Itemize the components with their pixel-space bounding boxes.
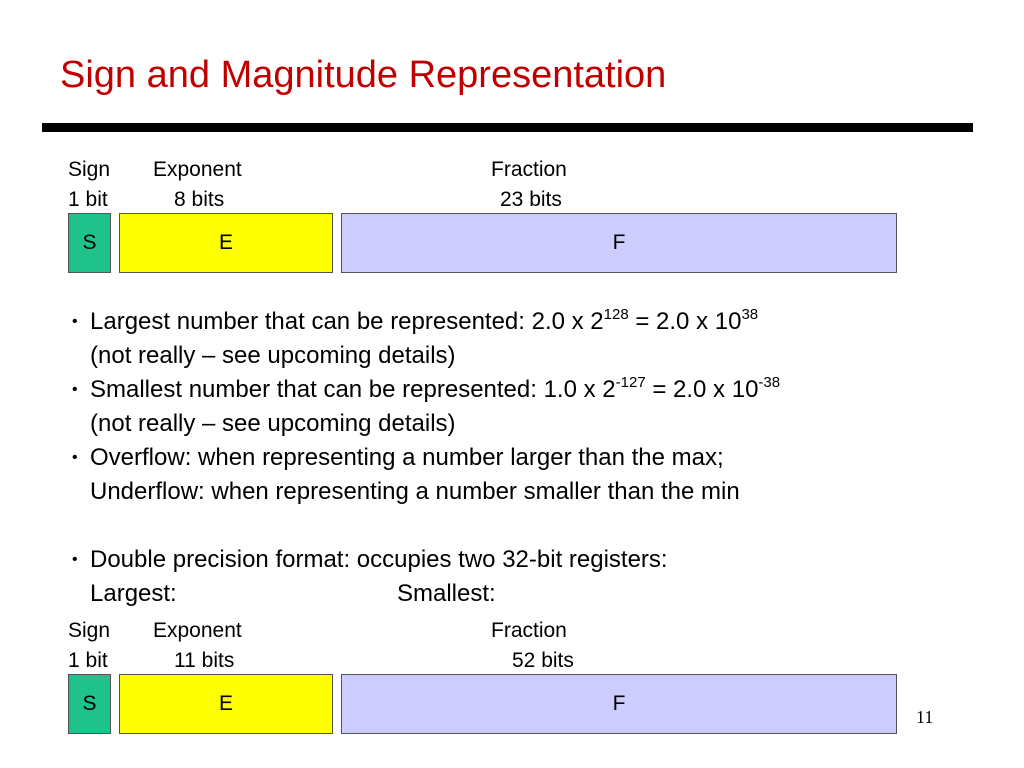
single-exponent-bits: 8 bits bbox=[174, 188, 225, 211]
bullet-dot: • bbox=[72, 381, 78, 398]
single-fraction-label: Fraction bbox=[491, 158, 567, 181]
smallest-exp-binary: -127 bbox=[615, 374, 646, 391]
smallest-note: (not really – see upcoming details) bbox=[90, 410, 456, 437]
bullet-dot: • bbox=[72, 313, 78, 330]
single-fraction-bits: 23 bits bbox=[500, 188, 562, 211]
bullet-dot: • bbox=[72, 551, 78, 568]
single-sign-field bbox=[68, 213, 111, 273]
double-sign-letter: S bbox=[82, 692, 97, 715]
double-sign-label: Sign bbox=[68, 619, 111, 642]
page-number: 11 bbox=[916, 707, 934, 727]
largest-note: (not really – see upcoming details) bbox=[90, 342, 456, 369]
smallest-exp-decimal: -38 bbox=[758, 374, 781, 391]
double-fraction-field bbox=[341, 674, 897, 734]
bullet-overflow bbox=[72, 441, 972, 475]
slide-title: Sign and Magnitude Representation bbox=[60, 54, 667, 96]
largest-text: Largest number that can be represented: 2.0 x 2 bbox=[90, 308, 604, 335]
bullet-dot: • bbox=[72, 449, 78, 466]
bullet-largest bbox=[72, 305, 972, 339]
smallest-mid: = 2.0 x 10 bbox=[645, 376, 759, 403]
bullet-double bbox=[72, 543, 972, 577]
double-exponent-bits: 11 bits bbox=[174, 649, 235, 672]
double-exponent-field bbox=[119, 674, 333, 734]
largest-mid: = 2.0 x 10 bbox=[628, 308, 742, 335]
double-exponent-letter: E bbox=[218, 692, 233, 715]
single-exponent-letter: E bbox=[218, 231, 233, 254]
smallest-label: Smallest: bbox=[397, 580, 496, 607]
single-exponent-field bbox=[119, 213, 333, 273]
single-fraction-field bbox=[341, 213, 897, 273]
smallest-text: Smallest number that can be represented: 1.0 x 2 bbox=[90, 376, 616, 403]
single-sign-letter: S bbox=[82, 231, 97, 254]
single-fraction-letter: F bbox=[612, 231, 626, 254]
largest-exp-decimal: 38 bbox=[741, 306, 759, 323]
double-text: Double precision format: occupies two 32-bit registers: bbox=[90, 546, 668, 573]
title-divider bbox=[42, 123, 973, 132]
underflow-text: Underflow: when representing a number smaller than the min bbox=[90, 478, 740, 505]
largest-label: Largest: bbox=[90, 580, 177, 607]
double-fraction-letter: F bbox=[612, 692, 626, 715]
single-exponent-label: Exponent bbox=[153, 158, 242, 181]
double-sign-field bbox=[68, 674, 111, 734]
double-fraction-label: Fraction bbox=[491, 619, 567, 642]
overflow-text: Overflow: when representing a number larger than the max; bbox=[90, 444, 724, 471]
double-sign-bits: 1 bit bbox=[68, 649, 108, 672]
bullet-list bbox=[72, 305, 972, 611]
single-sign-label: Sign bbox=[68, 158, 111, 181]
bullet-smallest bbox=[72, 373, 972, 407]
largest-exp-binary: 128 bbox=[603, 306, 629, 323]
double-fraction-bits: 52 bits bbox=[512, 649, 574, 672]
double-exponent-label: Exponent bbox=[153, 619, 242, 642]
single-sign-bits: 1 bit bbox=[68, 188, 108, 211]
